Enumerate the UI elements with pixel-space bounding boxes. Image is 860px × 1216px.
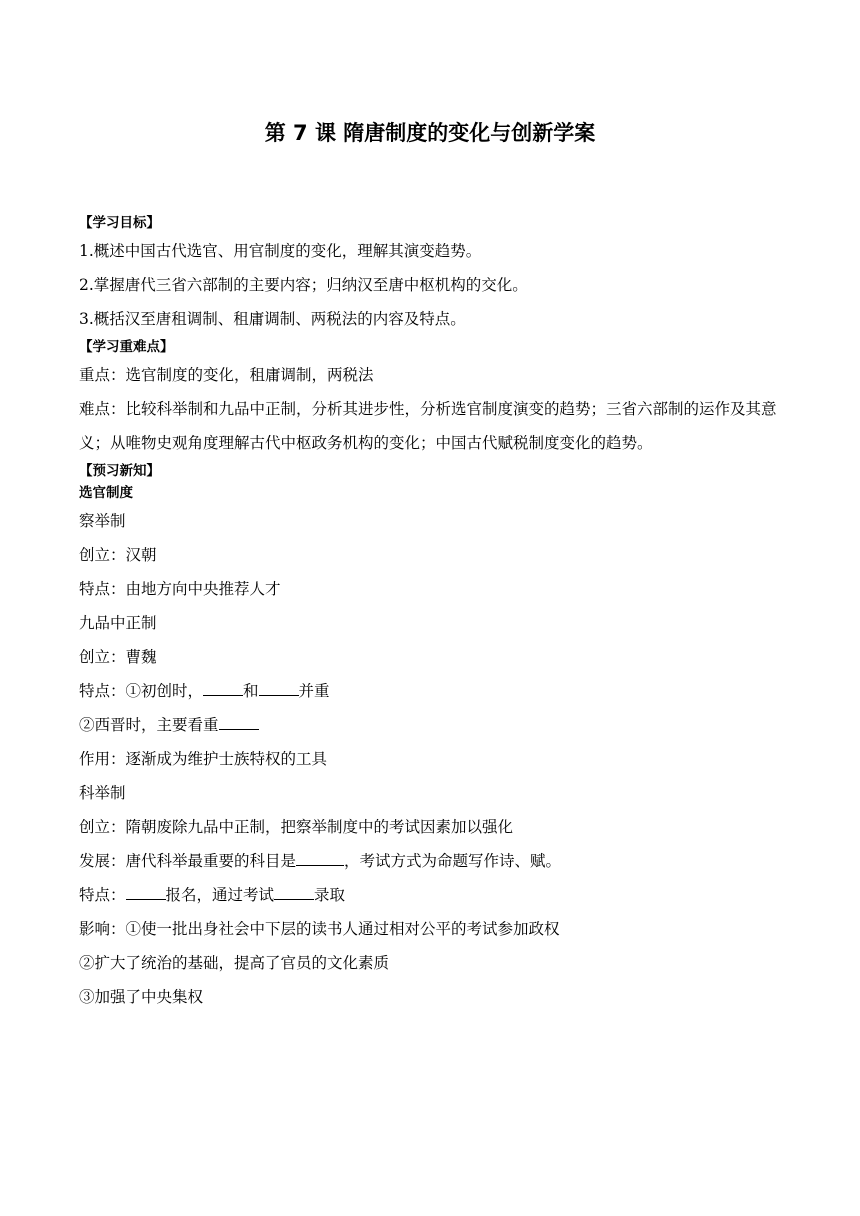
goal-item-2: 2.掌握唐代三省六部制的主要内容；归纳汉至唐中枢机构的交化。 xyxy=(79,276,528,294)
fill-blank[interactable] xyxy=(126,883,166,900)
difficult-point: 难点：比较科举制和九品中正制，分析其进步性，分析选官制度演变的趋势；三省六部制的运作及其意义；从唯物史观角度理解古代中枢政务机构的变化；中国古代赋税制度变化的趋势。 xyxy=(79,400,777,452)
chaju-founded: 创立：汉朝 xyxy=(79,546,157,564)
jiupin-feature-prefix: 特点：①初创时， xyxy=(79,682,204,700)
goal-item-1: 1.概述中国古代选官、用官制度的变化，理解其演变趋势。 xyxy=(79,242,482,260)
jiupin-name: 九品中正制 xyxy=(79,614,157,632)
fill-blank[interactable] xyxy=(219,713,259,730)
keju-dev-prefix: 发展：唐代科举最重要的科目是 xyxy=(79,852,297,870)
keju-feature xyxy=(79,878,789,912)
jiupin-feature-mid: 和 xyxy=(243,682,259,700)
keju-founded: 创立：隋朝废除九品中正制，把察举制度中的考试因素加以强化 xyxy=(79,818,514,836)
key-point: 重点：选官制度的变化，租庸调制，两税法 xyxy=(79,366,374,384)
jiupin-feature2-prefix: ②西晋时，主要看重 xyxy=(79,716,219,734)
chaju-name: 察举制 xyxy=(79,512,126,530)
section-heading-key: 【学习重难点】 xyxy=(79,339,174,355)
chaju-feature: 特点：由地方向中央推荐人才 xyxy=(79,580,281,598)
jiupin-effect: 作用：逐渐成为维护士族特权的工具 xyxy=(79,750,328,768)
jiupin-founded: 创立：曹魏 xyxy=(79,648,157,666)
fill-blank[interactable] xyxy=(274,883,314,900)
fill-blank[interactable] xyxy=(203,679,243,696)
document-body xyxy=(79,212,789,1014)
jiupin-feature-2 xyxy=(79,708,789,742)
keju-impact-1: 影响：①使一批出身社会中下层的读书人通过相对公平的考试参加政权 xyxy=(79,920,560,938)
keju-feature-mid: 报名，通过考试 xyxy=(165,886,275,904)
fill-blank[interactable] xyxy=(259,679,299,696)
fill-blank[interactable] xyxy=(296,849,344,866)
section-heading-preview: 【预习新知】 xyxy=(79,463,160,479)
keju-dev-suffix: ，考试方式为命题写作诗、赋。 xyxy=(344,852,562,870)
keju-impact-2: ②扩大了统治的基础，提高了官员的文化素质 xyxy=(79,954,390,972)
goal-item-3: 3.概括汉至唐租调制、租庸调制、两税法的内容及特点。 xyxy=(79,310,466,328)
keju-name: 科举制 xyxy=(79,784,126,802)
jiupin-feature-suffix: 并重 xyxy=(298,682,330,700)
keju-development xyxy=(79,844,789,878)
keju-impact-3: ③加强了中央集权 xyxy=(79,988,204,1006)
subheading-official-selection: 选官制度 xyxy=(79,485,133,501)
keju-feature-prefix: 特点： xyxy=(79,886,126,904)
section-heading-goals: 【学习目标】 xyxy=(79,215,160,231)
page-title: 第 7 课 隋唐制度的变化与创新学案 xyxy=(264,121,596,145)
jiupin-feature xyxy=(79,674,789,708)
keju-feature-suffix: 录取 xyxy=(314,886,346,904)
